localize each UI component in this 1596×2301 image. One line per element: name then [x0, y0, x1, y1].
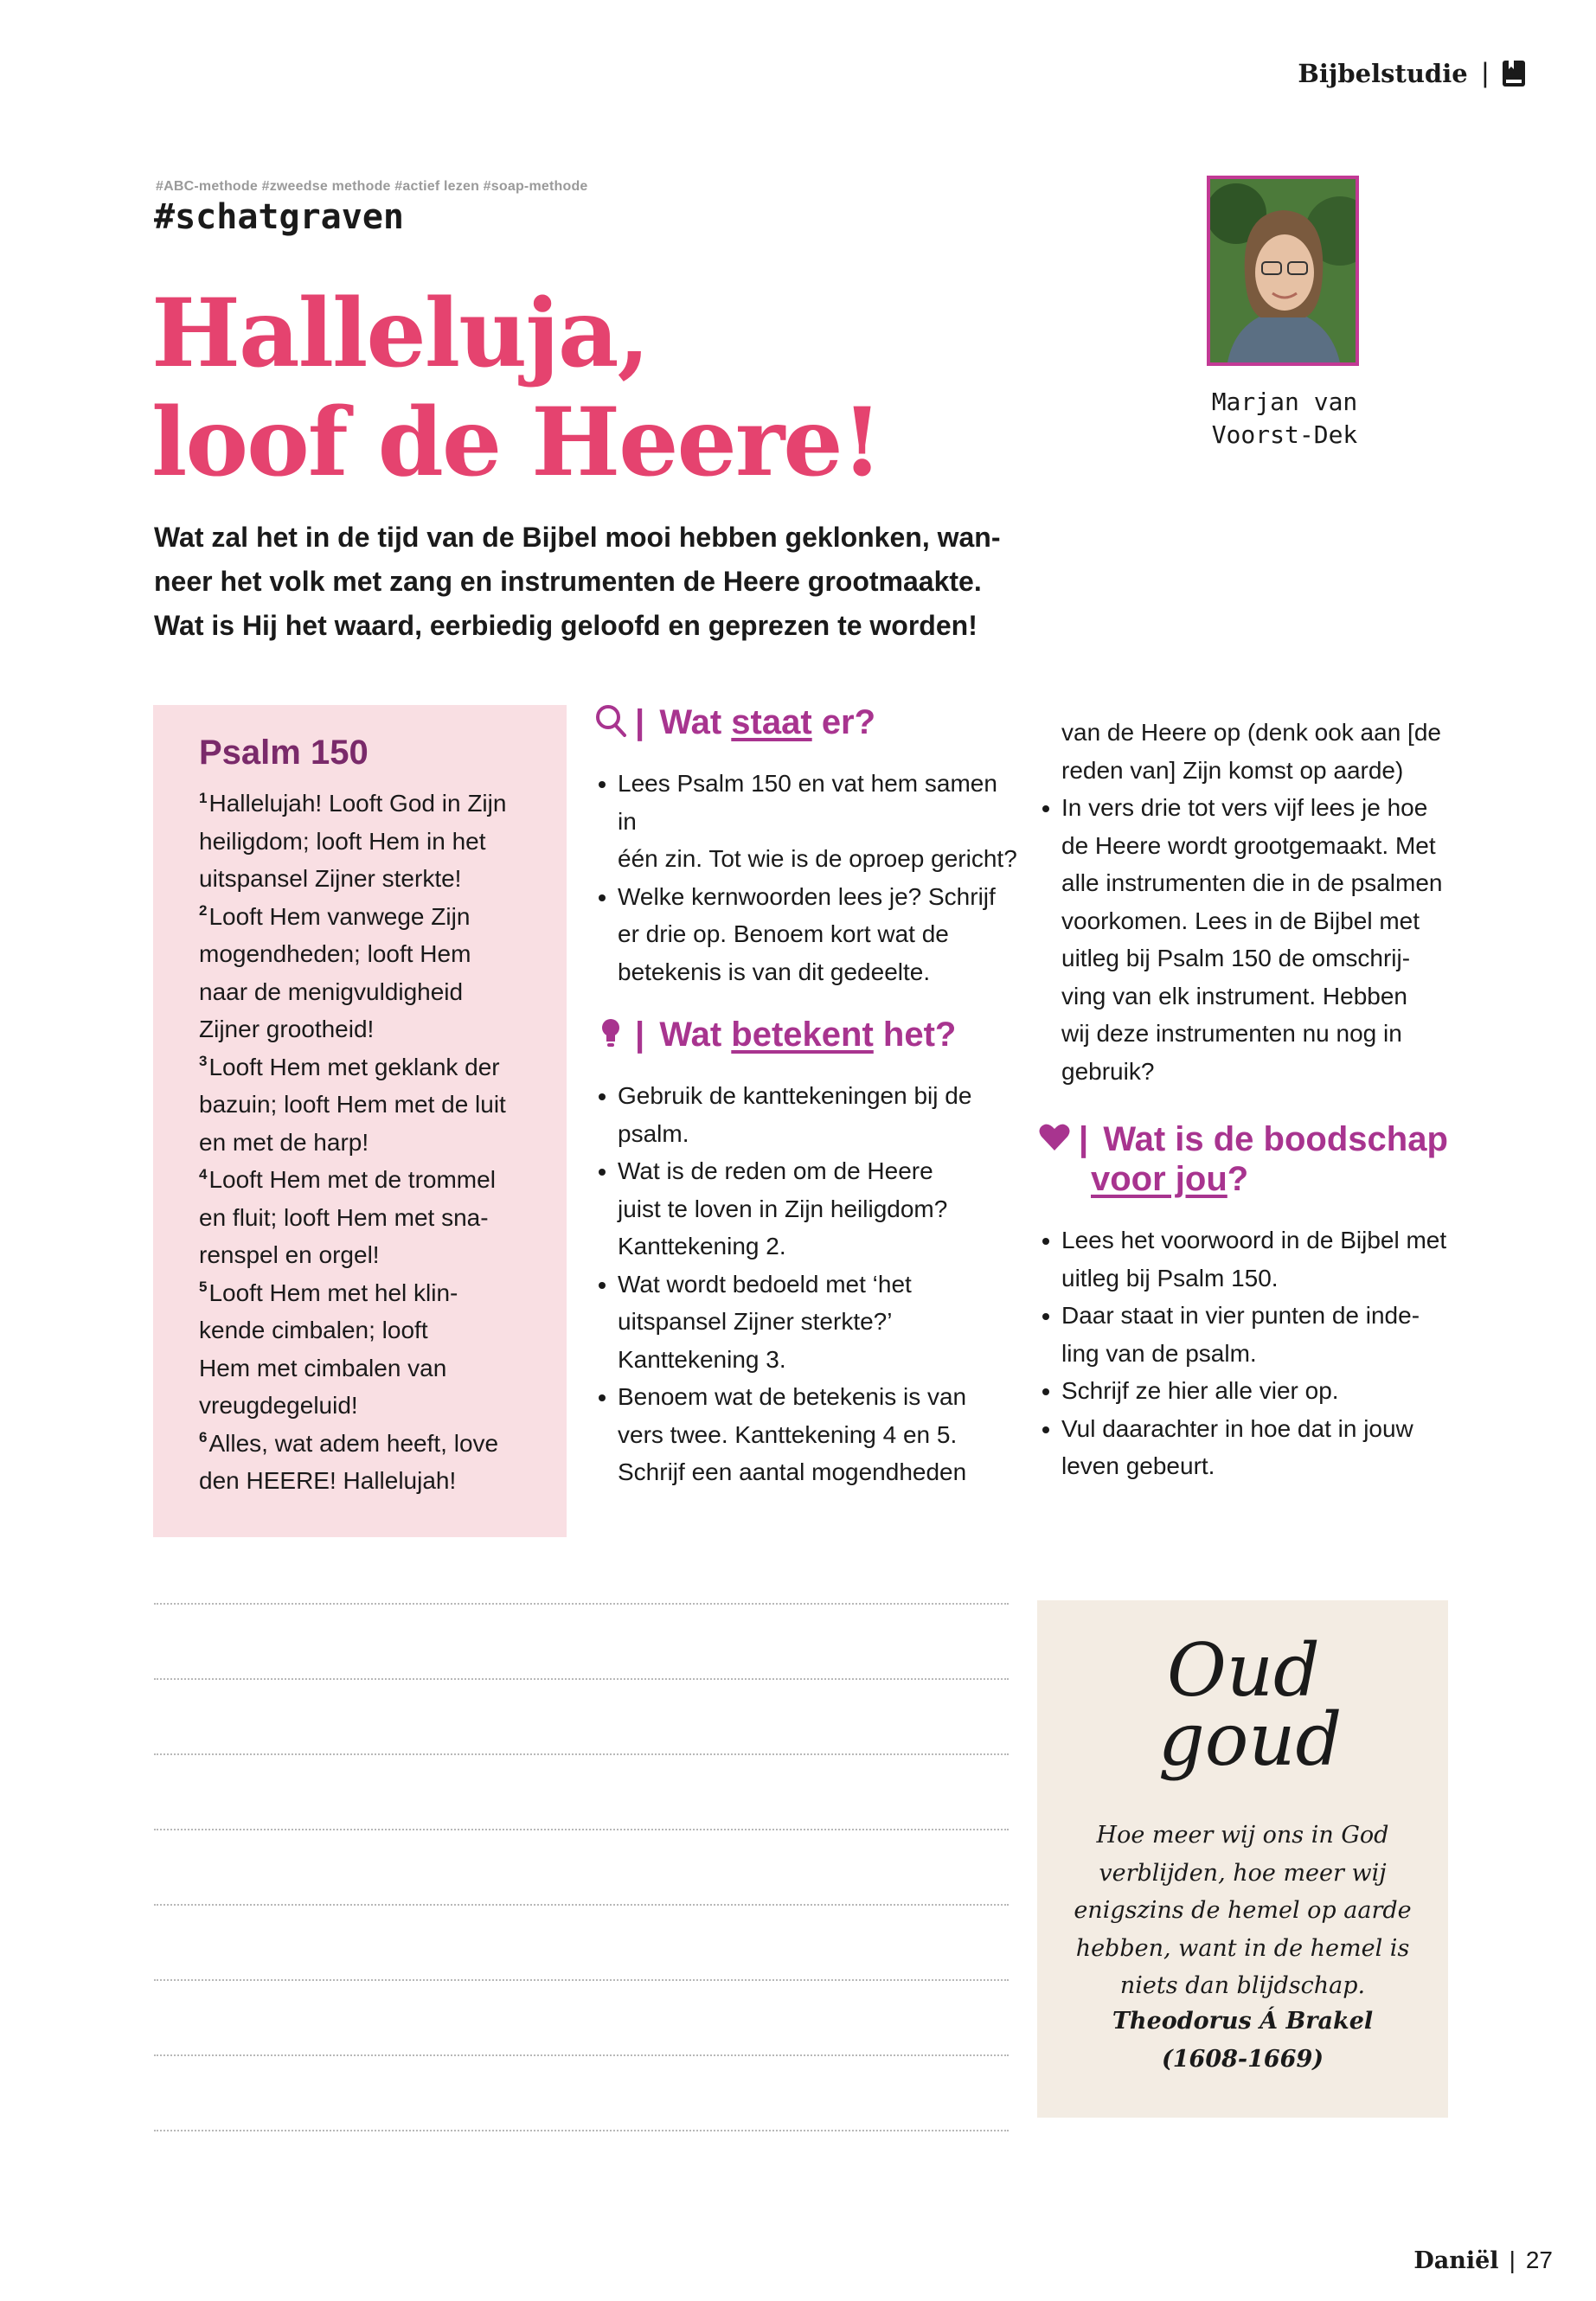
psalm-verse [199, 1425, 545, 1500]
list-item-line: ving van elk instrument. Hebben [1061, 982, 1407, 1009]
column-middle [593, 702, 1017, 1491]
magnifier-icon [593, 702, 628, 739]
writing-line[interactable] [154, 1904, 1009, 1979]
list-item-line: voorkomen. Lees in de Bijbel met [1061, 907, 1420, 934]
list-item-line: leven gebeurt. [1061, 1452, 1215, 1479]
quote-author-name: Theodorus Á Brakel [1112, 2008, 1374, 2035]
heading-underlined: betekent [731, 1016, 874, 1054]
continued-text [1037, 714, 1461, 789]
psalm-verse [199, 1161, 545, 1274]
section-name: Bijbelstudie [1298, 58, 1468, 88]
list-item-line: alle instrumenten die in de psalmen [1061, 869, 1443, 896]
list-item-line: juist te loven in Zijn heiligdom? [618, 1195, 948, 1222]
list-item-line: Vul daarachter in hoe dat in jouw [1061, 1414, 1413, 1442]
writing-line[interactable] [154, 2054, 1009, 2130]
verse-line: en fluit; looft Hem met sna- [199, 1203, 489, 1231]
list-item-line: de Heere wordt grootgemaakt. Met [1061, 831, 1436, 859]
page-number: 27 [1525, 2247, 1553, 2273]
list-item [1037, 1410, 1461, 1485]
verse-line: heiligdom; looft Hem in het [199, 827, 486, 855]
section-separator: | [1481, 57, 1489, 88]
list-item [593, 1378, 1017, 1491]
list-item-line: betekenis is van dit gedeelte. [618, 958, 931, 985]
list-item [593, 1152, 1017, 1266]
quote-author-years: (1608-1669) [1161, 2045, 1324, 2073]
verse-line: den HEERE! Hallelujah! [199, 1467, 457, 1494]
question-list [1037, 1221, 1461, 1485]
list-item [593, 765, 1017, 878]
intro-line: Wat is Hij het waard, eerbiedig geloofd en geprezen te worden! [154, 610, 977, 641]
author-name [1194, 386, 1375, 452]
quote-line: verblijden, hoe meer wij [1099, 1859, 1387, 1887]
list-item [593, 878, 1017, 991]
verse-number: 1 [199, 789, 208, 806]
heading-text: Wat [659, 703, 722, 741]
verse-line: Hem met cimbalen van [199, 1354, 447, 1381]
headline-line-1: Halleluja, [151, 278, 649, 388]
psalm-verse [199, 785, 545, 898]
question-list [1037, 789, 1461, 1090]
verse-line: Looft Hem met geklank der [208, 1053, 500, 1080]
list-item-line: gebruik? [1061, 1057, 1155, 1085]
list-item-line: Lees Psalm 150 en vat hem samen in [618, 770, 997, 835]
verse-line: bazuin; looft Hem met de luit [199, 1091, 506, 1118]
writing-line[interactable] [154, 1829, 1009, 1904]
list-item-line: psalm. [618, 1119, 689, 1147]
list-item [1037, 1221, 1461, 1297]
list-item-line: Gebruik de kanttekeningen bij de [618, 1082, 972, 1109]
list-item-line: uitspansel Zijner sterkte?’ [618, 1308, 893, 1335]
verse-line: Looft Hem vanwege Zijn [208, 902, 471, 930]
writing-line[interactable] [154, 1678, 1009, 1753]
heading-text: het? [882, 1016, 957, 1054]
verse-number: 2 [199, 902, 208, 920]
list-item-line: Lees het voorwoord in de Bijbel met [1061, 1227, 1447, 1253]
writing-line[interactable] [154, 1979, 1009, 2054]
list-item-line: Daar staat in vier punten de inde- [1061, 1302, 1420, 1329]
list-item [593, 1077, 1017, 1152]
heading-underlined: voor jou [1091, 1160, 1227, 1198]
list-item-line: Schrijf ze hier alle vier op. [1061, 1377, 1339, 1404]
headline-line-2: loof de Heere! [151, 387, 881, 497]
psalm-verse [199, 898, 545, 1048]
continued-line: reden van] Zijn komst op aarde) [1061, 756, 1404, 784]
quote-author [1054, 2003, 1431, 2078]
author-name-line: Voorst-Dek [1211, 420, 1358, 449]
heading-text: er? [821, 703, 876, 741]
question-list [593, 765, 1017, 990]
series-title: #schatgraven [154, 197, 404, 237]
magazine-name: Daniël [1413, 2247, 1499, 2274]
list-item [593, 1266, 1017, 1379]
verse-line: naar de menigvuldigheid [199, 977, 464, 1005]
heading-text: ? [1227, 1160, 1249, 1198]
list-item-line: Wat is de reden om de Heere [618, 1157, 933, 1184]
writing-line[interactable] [154, 2130, 1009, 2205]
heading-bar: | [635, 1016, 645, 1054]
list-item-line: Kanttekening 2. [618, 1233, 786, 1259]
quote-line: hebben, want in de hemel is [1075, 1934, 1410, 1962]
verse-line: Looft Hem met hel klin- [208, 1279, 458, 1306]
script-line-1: Oud [1167, 1635, 1320, 1713]
headline [151, 279, 881, 497]
quote-line: Hoe meer wij ons in God [1096, 1822, 1389, 1849]
heading-wat-staat-er [593, 702, 1017, 742]
list-item-line: uitleg bij Psalm 150 de omschrij- [1061, 945, 1411, 971]
list-item-line: er drie op. Benoem kort wat de [618, 920, 949, 947]
list-item [1037, 1297, 1461, 1372]
verse-line: mogendheden; looft Hem [199, 940, 471, 967]
verse-line: kende cimbalen; looft [199, 1317, 428, 1343]
footer-separator: | [1509, 2247, 1516, 2273]
verse-line: en met de harp! [199, 1128, 369, 1156]
topic-tags: #ABC-methode #zweedse methode #actief lezen #soap-methode [156, 179, 588, 194]
heading-boodschap [1037, 1119, 1461, 1199]
heading-text: Wat is de boodschap [1103, 1120, 1448, 1158]
verse-line: vreugdegeluid! [199, 1392, 358, 1419]
list-item-line: één zin. Tot wie is de oproep gericht? [618, 845, 1017, 872]
list-item-line: Welke kernwoorden lees je? Schrijf [618, 882, 996, 910]
section-label [1298, 57, 1525, 89]
column-right [1037, 714, 1461, 1485]
psalm-box [153, 705, 567, 1537]
list-item-line: vers twee. Kanttekening 4 en 5. [618, 1420, 958, 1448]
book-icon [1503, 61, 1525, 87]
verse-line: renspel en orgel! [199, 1241, 380, 1268]
quote-box [1037, 1600, 1448, 2118]
intro-paragraph [154, 516, 1010, 648]
heading-text: Wat [659, 1016, 722, 1054]
psalm-verse [199, 1274, 545, 1425]
psalm-verse [199, 1048, 545, 1162]
verse-number: 3 [199, 1053, 208, 1070]
list-item-line: Schrijf een aantal mogendheden [618, 1458, 967, 1485]
list-item-line: Wat wordt bedoeld met ‘het [618, 1270, 912, 1298]
verse-line: uitspansel Zijner sterkte! [199, 865, 462, 892]
list-item-line: Benoem wat de betekenis is van [618, 1383, 967, 1410]
verse-line: Zijner grootheid! [199, 1016, 375, 1042]
psalm-title: Psalm 150 [199, 734, 369, 772]
page-footer [1413, 2247, 1553, 2274]
author-photo [1207, 176, 1359, 366]
intro-line: neer het volk met zang en instrumenten de Heere grootmaakte. [154, 566, 982, 597]
writing-lines[interactable] [154, 1603, 1009, 2205]
heading-wat-betekent-het [593, 1015, 1017, 1054]
list-item-line: ling van de psalm. [1061, 1339, 1257, 1367]
heading-bar: | [1079, 1120, 1089, 1158]
lightbulb-icon [593, 1015, 628, 1051]
verse-number: 4 [199, 1165, 208, 1183]
list-item-line: In vers drie tot vers vijf lees je hoe [1061, 794, 1428, 821]
author-name-line: Marjan van [1211, 388, 1358, 416]
verse-number: 6 [199, 1429, 208, 1446]
heart-icon [1037, 1119, 1072, 1156]
intro-line: Wat zal het in de tijd van de Bijbel mooi hebben geklonken, wan- [154, 522, 1001, 553]
list-item [1037, 1372, 1461, 1410]
heading-underlined: staat [731, 703, 812, 741]
quote-line: niets dan blijdschap. [1119, 1972, 1366, 1999]
list-item [1037, 789, 1461, 1090]
question-list [593, 1077, 1017, 1491]
psalm-text [199, 785, 545, 1500]
verse-line: Looft Hem met de trommel [208, 1166, 496, 1193]
writing-line[interactable] [154, 1753, 1009, 1829]
quote-line: enigszins de hemel op aarde [1074, 1897, 1412, 1924]
list-item-line: uitleg bij Psalm 150. [1061, 1264, 1279, 1292]
list-item-line: Kanttekening 3. [618, 1345, 786, 1373]
heading-bar: | [635, 703, 645, 741]
continued-line: van de Heere op (denk ook aan [de [1061, 719, 1441, 746]
quote-text [1054, 1817, 1431, 2005]
verse-line: Alles, wat adem heeft, love [208, 1429, 499, 1457]
script-line-2: goud [1158, 1697, 1343, 1782]
verse-line: Hallelujah! Looft God in Zijn [208, 790, 507, 817]
verse-number: 5 [199, 1279, 208, 1296]
list-item-line: wij deze instrumenten nu nog in [1061, 1020, 1402, 1047]
writing-line[interactable] [154, 1603, 1009, 1678]
oud-goud-script [1132, 1635, 1357, 1791]
